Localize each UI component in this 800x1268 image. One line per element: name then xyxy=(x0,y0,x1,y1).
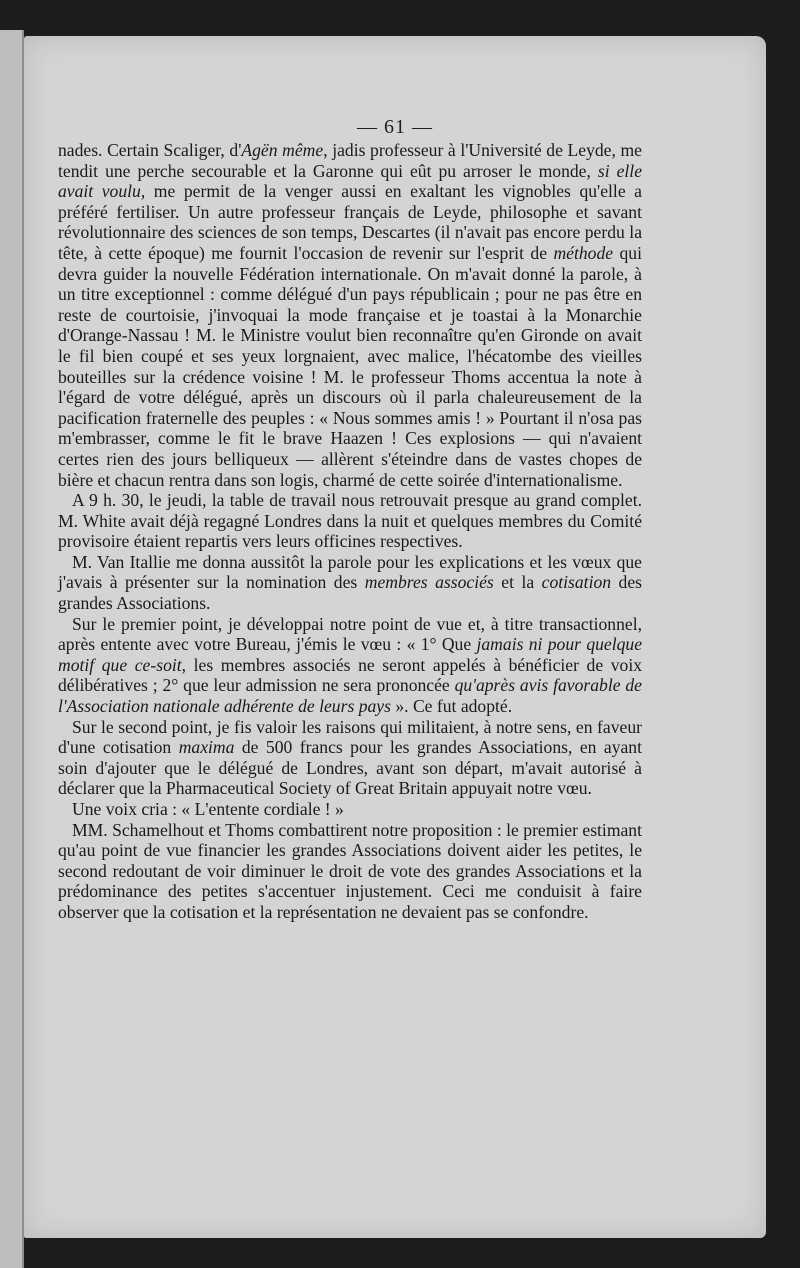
text-run: M. Van Itallie me donna aussitôt la parole pour les explications et les vœux que j'avais à présenter sur la nomination des xyxy=(58,551,642,593)
paragraph-4 xyxy=(58,614,642,717)
paragraph-7 xyxy=(58,820,642,923)
text-run: Une voix cria : « L'entente cordiale ! » xyxy=(72,799,344,819)
italic-text-run: si elle avait voulu xyxy=(58,160,642,202)
text-run: de 500 francs pour les grandes Associations, en ayant soin d'ajouter que le délégué de Londres, avant son départ, m'avait autorisé à déclarer que la Pharmaceutical Society of Great Britain appuyait notre vœu. xyxy=(58,737,642,799)
text-run: ». Ce fut adopté. xyxy=(390,696,513,717)
book-page xyxy=(24,36,766,1238)
italic-text-run: jamais ni pour quelque motif que ce-soit xyxy=(58,634,643,675)
text-run: Sur le premier point, je développai notre point de vue et, à titre transactionnel, après entente avec votre Bureau, j'émis le vœu : « 1° Que xyxy=(58,613,642,655)
italic-text-run: membres associés xyxy=(364,572,494,593)
adjacent-page-edge xyxy=(0,30,24,1268)
paragraph-5 xyxy=(58,717,642,799)
italic-text-run: maxima xyxy=(178,737,235,758)
paragraph-2 xyxy=(58,490,642,552)
paragraph-6 xyxy=(58,799,642,820)
paragraph-1 xyxy=(58,140,642,490)
text-run: MM. Schamelhout et Thoms combattirent notre proposition : le premier estimant qu'au point de vue financier les grandes Associations doivent aider les petites, le second redoutant de voir diminuer le droit de vote des grandes Associations et la prédominance des petites s'accentuer injustement. Ceci me conduisit à faire observer que la cotisation et la représentation ne devaient pas se confondre. xyxy=(58,819,642,922)
text-run: et la xyxy=(493,572,542,593)
text-run: A 9 h. 30, le jeudi, la table de travail nous retrouvait presque au grand complet. M. White avait déjà regagné Londres dans la nuit et quelques membres du Comité provisoire étaient repartis vers leurs officines respectives. xyxy=(58,490,642,552)
paragraph-3 xyxy=(58,552,642,614)
italic-text-run: qu'après avis favorable de l'Association nationale adhérente de leurs pays xyxy=(58,675,642,717)
page-body xyxy=(58,140,642,923)
italic-text-run: méthode xyxy=(553,242,614,263)
text-run: nades. Certain Scaliger, d' xyxy=(58,140,242,160)
text-run: des grandes Associations. xyxy=(58,572,643,614)
text-run: , me permit de la venger aussi en exaltant les vignobles qu'elle a préféré fertiliser. Un autre professeur français de Leyde, philosophe et savant révolutionnaire des sciences de son temps, Descartes (il n'avait pas encore perdu la tête, à cette époque) me fournit l'occasion de revenir sur l'esprit de xyxy=(58,181,642,263)
italic-text-run: Agën même xyxy=(241,140,324,160)
text-run: Sur le second point, je fis valoir les raisons qui militaient, à notre sens, en faveur d'une cotisation xyxy=(58,716,642,758)
page-number: — 61 — xyxy=(357,116,433,138)
text-run: , les membres associés ne seront appelés à bénéficier de voix délibératives ; 2° que leur admission ne sera prononcée xyxy=(58,654,643,696)
italic-text-run: cotisation xyxy=(541,572,612,593)
text-run: qui devra guider la nouvelle Fédération internationale. On m'avait donné la parole, à un titre exceptionnel : comme délégué d'un pays républicain ; pour ne pas être en reste de courtoisie, j'invoquai la mode française et je toastai à la Monarchie d'Orange-Nassau ! M. le Ministre voulut bien reconnaître qu'en Gironde on avait le fil bien coupé et ses yeux lorgnaient, avec malice, l'hécatombe des vieilles bouteilles sur la crédence voisine ! M. le professeur Thoms accentua la note à l'égard de votre délégué, après un discours où il parla chaleureusement de la pacification fraternelle des peuples : « Nous sommes amis ! » Pourtant il n'osa pas m'embrasser, comme le fit le brave Haazen ! Ces explosions — qui n'avaient certes rien des jours belliqueux — allèrent s'éteindre dans de vastes chopes de bière et chacun rentra dans son logis, charmé de cette soirée d'internationalisme. xyxy=(58,242,642,490)
text-run: , jadis professeur à l'Université de Leyde, me tendit une perche secourable et la Garonne qui eût pu arroser le monde, xyxy=(58,140,642,181)
